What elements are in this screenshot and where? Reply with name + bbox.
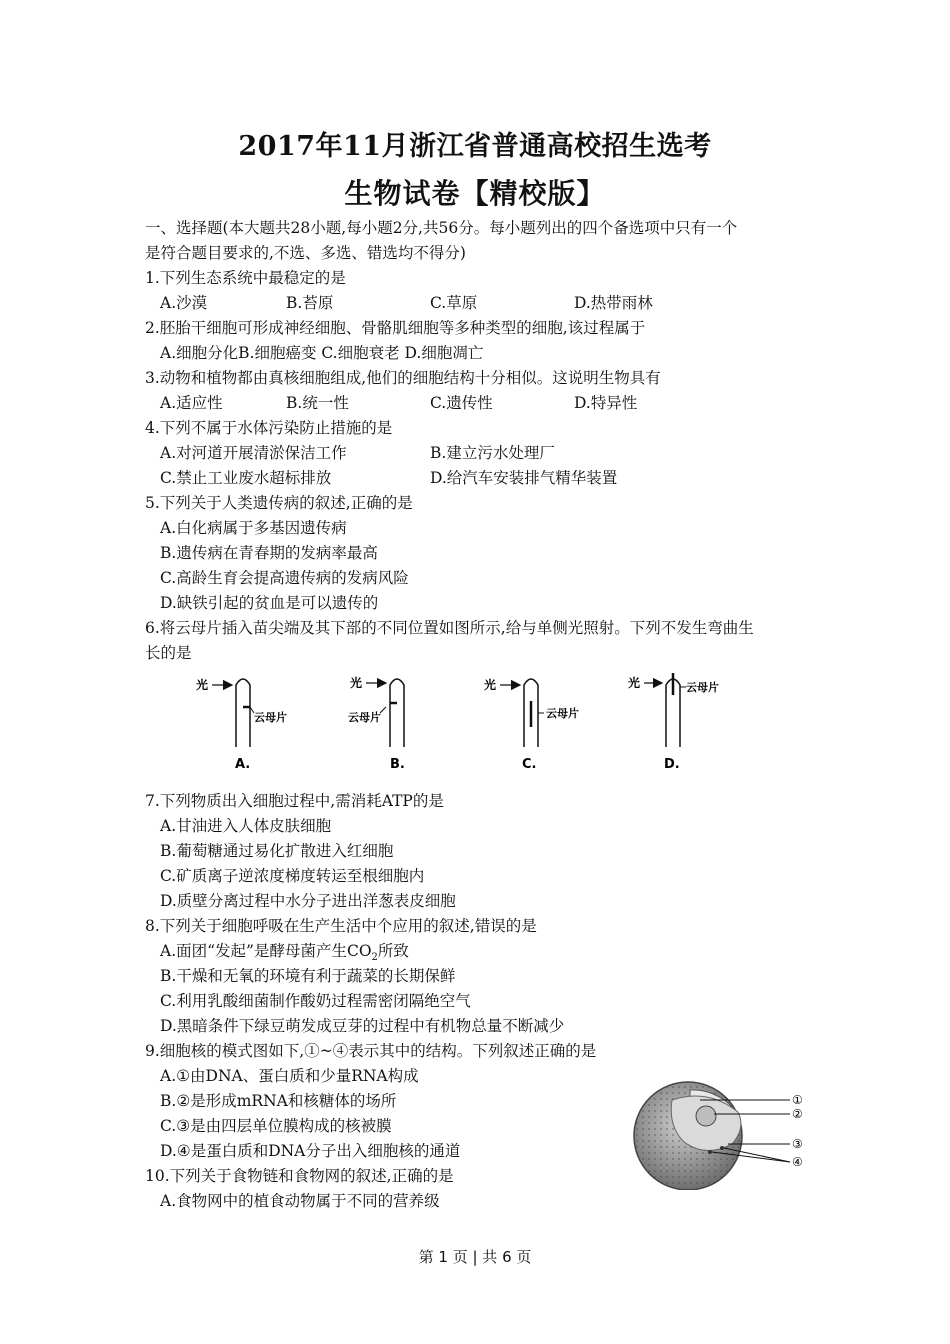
q8-option-d: D.黑暗条件下绿豆萌发成豆芽的过程中有机物总量不断减少 <box>160 1017 565 1035</box>
q3-option-b: B.统一性 <box>286 394 349 412</box>
page-title-line2: 生物试卷【精校版】 <box>344 177 606 210</box>
q2-options: A.细胞分化B.细胞癌变 C.细胞衰老 D.细胞凋亡 <box>160 344 484 362</box>
nucleus-illustration <box>634 1082 742 1190</box>
figure-label-d: D. <box>664 757 680 772</box>
q5-option-c: C.高龄生育会提高遗传病的发病风险 <box>160 569 409 587</box>
q4-option-a: A.对河道开展清淤保洁工作 <box>160 444 347 462</box>
q5-option-b: B.遗传病在青春期的发病率最高 <box>160 544 378 562</box>
q8-option-a-text: A.面团“发起”是酵母菌产生CO <box>160 942 372 960</box>
section-intro-line2: 是符合题目要求的,不选、多选、错选均不得分) <box>145 244 466 262</box>
page-title-line1: 2017年11月浙江省普通高校招生选考 <box>238 131 712 162</box>
q4-stem: 4.下列不属于水体污染防止措施的是 <box>145 419 393 437</box>
q6-stem-line1: 6.将云母片插入苗尖端及其下部的不同位置如图所示,给与单侧光照射。下列不发生弯曲生 <box>145 619 754 637</box>
q4-option-c: C.禁止工业废水超标排放 <box>160 469 332 487</box>
figure-label-c: C. <box>522 757 537 772</box>
nucleus-label-1: ① <box>792 1093 803 1107</box>
q5-option-d: D.缺铁引起的贫血是可以遗传的 <box>160 594 379 612</box>
coleoptile-a <box>196 677 287 772</box>
mica-label-b: 云母片 <box>348 711 381 724</box>
q7-option-a: A.甘油进入人体皮肤细胞 <box>160 817 332 835</box>
coleoptile-b <box>348 675 405 772</box>
q1-option-a: A.沙漠 <box>160 294 208 312</box>
q1-stem: 1.下列生态系统中最稳定的是 <box>145 269 346 287</box>
q3-option-d: D.特异性 <box>574 394 638 412</box>
nucleus-label-2: ② <box>792 1107 803 1121</box>
q8-option-a-suffix: 所致 <box>377 942 409 960</box>
section-intro-line1: 一、选择题(本大题共28小题,每小题2分,共56分。每小题列出的四个备选项中只有一个 <box>145 219 738 237</box>
q3-stem: 3.动物和植物都由真核细胞组成,他们的细胞结构十分相似。这说明生物具有 <box>145 369 661 387</box>
mica-label-d: 云母片 <box>686 681 719 694</box>
nucleus-label-4: ④ <box>792 1155 803 1169</box>
q6-coleoptile-figure <box>180 665 760 780</box>
q4-option-b: B.建立污水处理厂 <box>430 444 555 462</box>
q2-stem: 2.胚胎干细胞可形成神经细胞、骨骼肌细胞等多种类型的细胞,该过程属于 <box>145 319 646 337</box>
q1-option-c: C.草原 <box>430 294 478 312</box>
light-label-c: 光 <box>484 678 497 692</box>
nucleolus <box>696 1106 716 1126</box>
q8-option-c: C.利用乳酸细菌制作酸奶过程需密闭隔绝空气 <box>160 992 471 1010</box>
q9-option-c: C.③是由四层单位膜构成的核被膜 <box>160 1117 392 1135</box>
q3-option-a: A.适应性 <box>160 394 223 412</box>
q10-option-a: A.食物网中的植食动物属于不同的营养级 <box>160 1192 440 1210</box>
coleoptile-d <box>628 673 719 772</box>
mica-label-c: 云母片 <box>546 707 579 720</box>
page-footer: 第 1 页 | 共 6 页 <box>418 1248 532 1266</box>
q9-option-a: A.①由DNA、蛋白质和少量RNA构成 <box>160 1067 419 1085</box>
nucleus-label-3: ③ <box>792 1137 803 1151</box>
q9-stem: 9.细胞核的模式图如下,①~④表示其中的结构。下列叙述正确的是 <box>145 1042 597 1060</box>
q9-option-b: B.②是形成mRNA和核糖体的场所 <box>160 1092 397 1110</box>
q8-option-b: B.干燥和无氧的环境有利于蔬菜的长期保鲜 <box>160 967 456 985</box>
mica-label-a: 云母片 <box>254 711 287 724</box>
figure-label-a: A. <box>235 757 251 772</box>
q8-option-a-subscript: 2 <box>371 952 378 964</box>
q8-stem: 8.下列关于细胞呼吸在生产生活中个应用的叙述,错误的是 <box>145 917 537 935</box>
light-label-d: 光 <box>628 676 641 690</box>
q7-option-c: C.矿质离子逆浓度梯度转运至根细胞内 <box>160 867 425 885</box>
q9-option-d: D.④是蛋白质和DNA分子出入细胞核的通道 <box>160 1142 461 1160</box>
light-label-a: 光 <box>196 678 209 692</box>
q5-option-a: A.白化病属于多基因遗传病 <box>160 519 347 537</box>
q4-option-d: D.给汽车安装排气精华装置 <box>430 469 618 487</box>
q10-stem: 10.下列关于食物链和食物网的叙述,正确的是 <box>145 1167 454 1185</box>
q7-option-d: D.质壁分离过程中水分子进出洋葱表皮细胞 <box>160 892 456 910</box>
q7-option-b: B.葡萄糖通过易化扩散进入红细胞 <box>160 842 394 860</box>
q6-stem-line2: 长的是 <box>145 644 192 662</box>
q1-option-d: D.热带雨林 <box>574 294 653 312</box>
coleoptile-c <box>484 677 579 772</box>
q7-stem: 7.下列物质出入细胞过程中,需消耗ATP的是 <box>145 792 444 810</box>
q9-nucleus-figure <box>628 1078 813 1190</box>
q3-option-c: C.遗传性 <box>430 394 493 412</box>
q1-option-b: B.苔原 <box>286 294 334 312</box>
figure-label-b: B. <box>390 757 405 772</box>
q5-stem: 5.下列关于人类遗传病的叙述,正确的是 <box>145 494 413 512</box>
light-label-b: 光 <box>350 676 363 690</box>
